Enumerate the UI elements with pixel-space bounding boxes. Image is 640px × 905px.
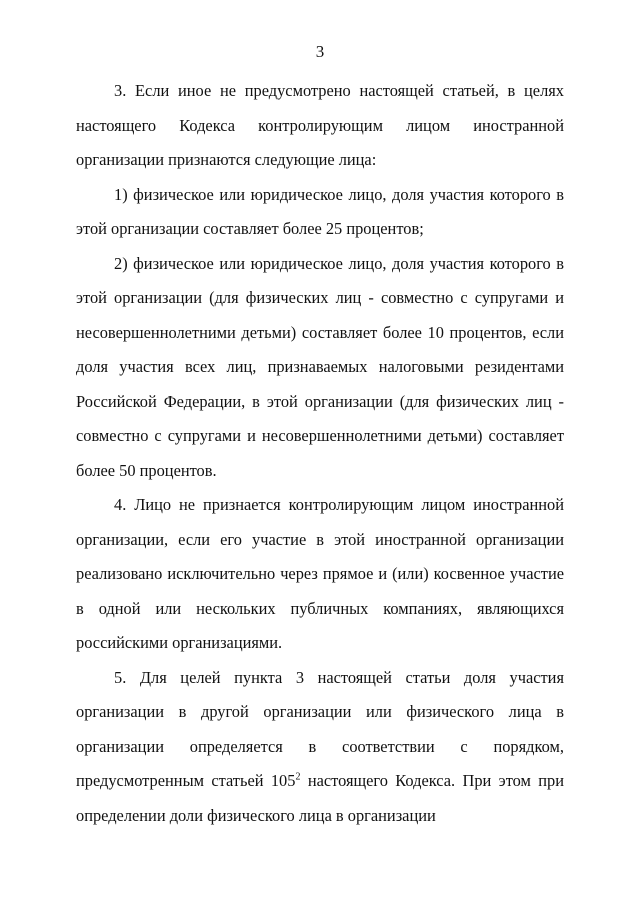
paragraph-3: 3. Если иное не предусмотрено настоящей статьей, в целях настоящего Кодекса контролирующим лицом иностранной организации признаются следующие лица: <box>76 81 564 169</box>
paragraph-4: 4. Лицо не признается контролирующим лицом иностранной организации, если его участие в этой иностранной организации реализовано исключительно через прямое и (или) косвенное участие в одной или нескольких публичных компаниях, являющихся российскими организациями. <box>76 495 564 652</box>
paragraph-3-item-1: 1) физическое или юридическое лицо, доля участия которого в этой организации составляет более 25 процентов; <box>76 184 564 238</box>
paragraph-3-item-2: 2) физическое или юридическое лицо, доля участия которого в этой организации (для физических лиц - совместно с супругами и несовершеннолетними детьми) составляет более 10 процентов, если доля участия всех лиц, признаваемых налоговыми резидентами Российской Федерации, в этой организации (для физических лиц - совместно с супругами и несовершеннолетними детьми) составляет более 50 процентов. <box>76 253 564 480</box>
paragraph-5-text-before: 5. Для целей пункта 3 настоящей статьи доля участия организации в другой организации или физического лица в организации определяется в соответствии с порядком, предусмотренным статьей 105 <box>76 667 564 790</box>
paragraph-5-text-after: настоящего Кодекса. При этом при определении доли физического лица в организации <box>76 771 565 825</box>
paragraph-5 <box>76 661 564 834</box>
article-number-superscript: 2 <box>295 771 301 783</box>
page-number: 3 <box>315 42 325 61</box>
document-body <box>76 74 564 833</box>
